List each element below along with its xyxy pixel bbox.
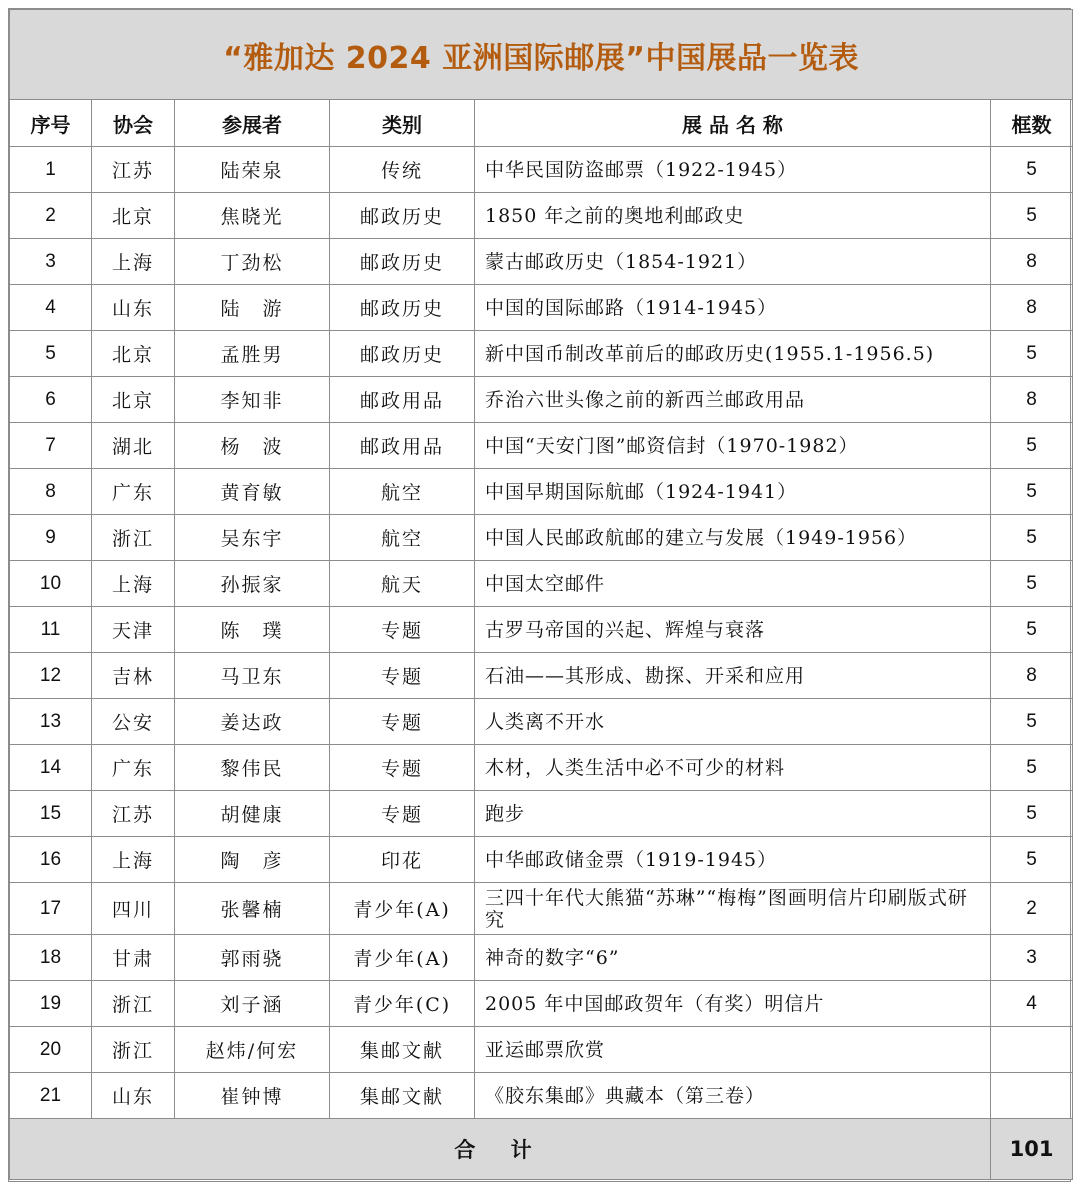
- cell-exhibit-name: 乔治六世头像之前的新西兰邮政用品: [475, 377, 991, 423]
- table-row: [10, 791, 1073, 837]
- total-value: 101: [991, 1119, 1073, 1180]
- cell-exhibit-name: 神奇的数字“6”: [475, 935, 991, 981]
- cell-category: 邮政历史: [330, 331, 475, 377]
- cell-exhibitor: 焦晓光: [175, 193, 330, 239]
- cell-no: 2: [10, 193, 92, 239]
- table-row: [10, 653, 1073, 699]
- cell-assoc: 吉林: [92, 653, 175, 699]
- cell-category: 传统: [330, 147, 475, 193]
- cell-frames: 8: [991, 285, 1073, 331]
- cell-exhibitor: 孟胜男: [175, 331, 330, 377]
- total-row: [10, 1119, 1073, 1180]
- cell-exhibit-name: 中国“天安门图”邮资信封（1970-1982）: [475, 423, 991, 469]
- page-title: “雅加达 2024 亚洲国际邮展”中国展品一览表: [10, 10, 1073, 100]
- cell-exhibit-name: 跑步: [475, 791, 991, 837]
- cell-category: 集邮文献: [330, 1027, 475, 1073]
- cell-assoc: 上海: [92, 239, 175, 285]
- cell-no: 18: [10, 935, 92, 981]
- table-row: [10, 883, 1073, 935]
- cell-no: 16: [10, 837, 92, 883]
- cell-no: 15: [10, 791, 92, 837]
- table-row: [10, 1027, 1073, 1073]
- cell-frames: 2: [991, 883, 1073, 935]
- cell-exhibitor: 陆 游: [175, 285, 330, 331]
- cell-assoc: 江苏: [92, 791, 175, 837]
- cell-frames: 5: [991, 469, 1073, 515]
- cell-category: 专题: [330, 653, 475, 699]
- table-row: [10, 561, 1073, 607]
- cell-category: 青少年(A): [330, 935, 475, 981]
- header-no: 序号: [10, 100, 92, 147]
- cell-exhibitor: 陈 璞: [175, 607, 330, 653]
- table-row: [10, 699, 1073, 745]
- table-row: [10, 837, 1073, 883]
- header-name: 展 品 名 称: [475, 100, 991, 147]
- cell-category: 航空: [330, 469, 475, 515]
- cell-category: 集邮文献: [330, 1073, 475, 1119]
- cell-exhibitor: 陆荣泉: [175, 147, 330, 193]
- cell-exhibit-name: 石油——其形成、勘探、开采和应用: [475, 653, 991, 699]
- cell-frames: 8: [991, 377, 1073, 423]
- cell-exhibit-name: 古罗马帝国的兴起、辉煌与衰落: [475, 607, 991, 653]
- cell-exhibit-name: 1850 年之前的奥地利邮政史: [475, 193, 991, 239]
- cell-exhibitor: 赵炜/何宏: [175, 1027, 330, 1073]
- table-row: [10, 981, 1073, 1027]
- cell-exhibitor: 胡健康: [175, 791, 330, 837]
- cell-exhibit-name: 2005 年中国邮政贺年（有奖）明信片: [475, 981, 991, 1027]
- cell-no: 12: [10, 653, 92, 699]
- cell-assoc: 北京: [92, 377, 175, 423]
- cell-exhibitor: 姜达政: [175, 699, 330, 745]
- cell-frames: 5: [991, 607, 1073, 653]
- cell-no: 9: [10, 515, 92, 561]
- cell-category: 邮政用品: [330, 423, 475, 469]
- cell-no: 11: [10, 607, 92, 653]
- cell-no: 7: [10, 423, 92, 469]
- cell-frames: 5: [991, 791, 1073, 837]
- cell-frames: [991, 1073, 1073, 1119]
- cell-frames: 5: [991, 837, 1073, 883]
- cell-exhibit-name: 中华邮政储金票（1919-1945）: [475, 837, 991, 883]
- cell-frames: 5: [991, 561, 1073, 607]
- cell-no: 8: [10, 469, 92, 515]
- cell-category: 邮政历史: [330, 285, 475, 331]
- cell-assoc: 山东: [92, 1073, 175, 1119]
- cell-frames: 5: [991, 147, 1073, 193]
- table-row: [10, 1073, 1073, 1119]
- cell-exhibitor: 马卫东: [175, 653, 330, 699]
- cell-assoc: 浙江: [92, 515, 175, 561]
- cell-exhibit-name: 木材，人类生活中必不可少的材料: [475, 745, 991, 791]
- cell-exhibitor: 郭雨骁: [175, 935, 330, 981]
- exhibit-list-table-frame: [8, 8, 1071, 1182]
- cell-exhibitor: 李知非: [175, 377, 330, 423]
- cell-category: 邮政历史: [330, 193, 475, 239]
- header-category: 类别: [330, 100, 475, 147]
- table-row: [10, 607, 1073, 653]
- cell-category: 专题: [330, 607, 475, 653]
- table-row: [10, 285, 1073, 331]
- exhibit-table: [9, 9, 1073, 1180]
- cell-category: 专题: [330, 745, 475, 791]
- cell-assoc: 山东: [92, 285, 175, 331]
- table-row: [10, 423, 1073, 469]
- cell-frames: 5: [991, 423, 1073, 469]
- cell-exhibitor: 杨 波: [175, 423, 330, 469]
- table-row: [10, 745, 1073, 791]
- cell-no: 10: [10, 561, 92, 607]
- table-row: [10, 193, 1073, 239]
- cell-category: 航天: [330, 561, 475, 607]
- cell-category: 专题: [330, 699, 475, 745]
- cell-exhibit-name: 人类离不开水: [475, 699, 991, 745]
- cell-assoc: 湖北: [92, 423, 175, 469]
- header-exhibitor: 参展者: [175, 100, 330, 147]
- cell-exhibitor: 孙振家: [175, 561, 330, 607]
- cell-frames: 8: [991, 653, 1073, 699]
- cell-exhibit-name: 中华民国防盗邮票（1922-1945）: [475, 147, 991, 193]
- cell-exhibit-name: 《胶东集邮》典藏本（第三卷）: [475, 1073, 991, 1119]
- cell-assoc: 浙江: [92, 981, 175, 1027]
- cell-frames: [991, 1027, 1073, 1073]
- cell-exhibit-name: 蒙古邮政历史（1854-1921）: [475, 239, 991, 285]
- table-row: [10, 147, 1073, 193]
- cell-category: 航空: [330, 515, 475, 561]
- cell-assoc: 公安: [92, 699, 175, 745]
- cell-category: 专题: [330, 791, 475, 837]
- cell-frames: 5: [991, 515, 1073, 561]
- cell-no: 17: [10, 883, 92, 935]
- cell-no: 3: [10, 239, 92, 285]
- header-row: [10, 100, 1073, 147]
- cell-assoc: 浙江: [92, 1027, 175, 1073]
- cell-exhibitor: 刘子涵: [175, 981, 330, 1027]
- title-row: [10, 10, 1073, 100]
- cell-frames: 5: [991, 331, 1073, 377]
- cell-exhibitor: 吴东宇: [175, 515, 330, 561]
- cell-exhibitor: 崔钟博: [175, 1073, 330, 1119]
- cell-assoc: 江苏: [92, 147, 175, 193]
- cell-frames: 8: [991, 239, 1073, 285]
- cell-assoc: 北京: [92, 331, 175, 377]
- cell-frames: 5: [991, 193, 1073, 239]
- cell-category: 青少年(C): [330, 981, 475, 1027]
- cell-no: 13: [10, 699, 92, 745]
- cell-assoc: 上海: [92, 837, 175, 883]
- cell-assoc: 四川: [92, 883, 175, 935]
- cell-no: 1: [10, 147, 92, 193]
- cell-no: 21: [10, 1073, 92, 1119]
- cell-category: 青少年(A): [330, 883, 475, 935]
- cell-assoc: 北京: [92, 193, 175, 239]
- table-row: [10, 377, 1073, 423]
- header-frames: 框数: [991, 100, 1073, 147]
- table-row: [10, 515, 1073, 561]
- cell-exhibitor: 张馨楠: [175, 883, 330, 935]
- cell-exhibitor: 丁劲松: [175, 239, 330, 285]
- cell-exhibit-name: 中国太空邮件: [475, 561, 991, 607]
- cell-category: 印花: [330, 837, 475, 883]
- cell-category: 邮政历史: [330, 239, 475, 285]
- cell-no: 5: [10, 331, 92, 377]
- cell-assoc: 广东: [92, 745, 175, 791]
- cell-no: 4: [10, 285, 92, 331]
- cell-exhibitor: 陶 彦: [175, 837, 330, 883]
- cell-frames: 3: [991, 935, 1073, 981]
- cell-category: 邮政用品: [330, 377, 475, 423]
- cell-no: 6: [10, 377, 92, 423]
- cell-assoc: 上海: [92, 561, 175, 607]
- cell-assoc: 天津: [92, 607, 175, 653]
- cell-assoc: 甘肃: [92, 935, 175, 981]
- cell-frames: 5: [991, 745, 1073, 791]
- table-row: [10, 331, 1073, 377]
- cell-exhibitor: 黄育敏: [175, 469, 330, 515]
- cell-frames: 5: [991, 699, 1073, 745]
- cell-exhibitor: 黎伟民: [175, 745, 330, 791]
- cell-no: 20: [10, 1027, 92, 1073]
- cell-exhibit-name: 中国人民邮政航邮的建立与发展（1949-1956）: [475, 515, 991, 561]
- cell-exhibit-name: 亚运邮票欣赏: [475, 1027, 991, 1073]
- cell-no: 19: [10, 981, 92, 1027]
- header-assoc: 协会: [92, 100, 175, 147]
- cell-exhibit-name: 三四十年代大熊猫“苏琳”“梅梅”图画明信片印刷版式研究: [475, 883, 991, 935]
- cell-exhibit-name: 中国早期国际航邮（1924-1941）: [475, 469, 991, 515]
- cell-exhibit-name: 中国的国际邮路（1914-1945）: [475, 285, 991, 331]
- cell-frames: 4: [991, 981, 1073, 1027]
- cell-exhibit-name: 新中国币制改革前后的邮政历史(1955.1-1956.5): [475, 331, 991, 377]
- cell-no: 14: [10, 745, 92, 791]
- table-row: [10, 469, 1073, 515]
- table-row: [10, 935, 1073, 981]
- total-label: 合 计: [10, 1119, 991, 1180]
- table-row: [10, 239, 1073, 285]
- cell-assoc: 广东: [92, 469, 175, 515]
